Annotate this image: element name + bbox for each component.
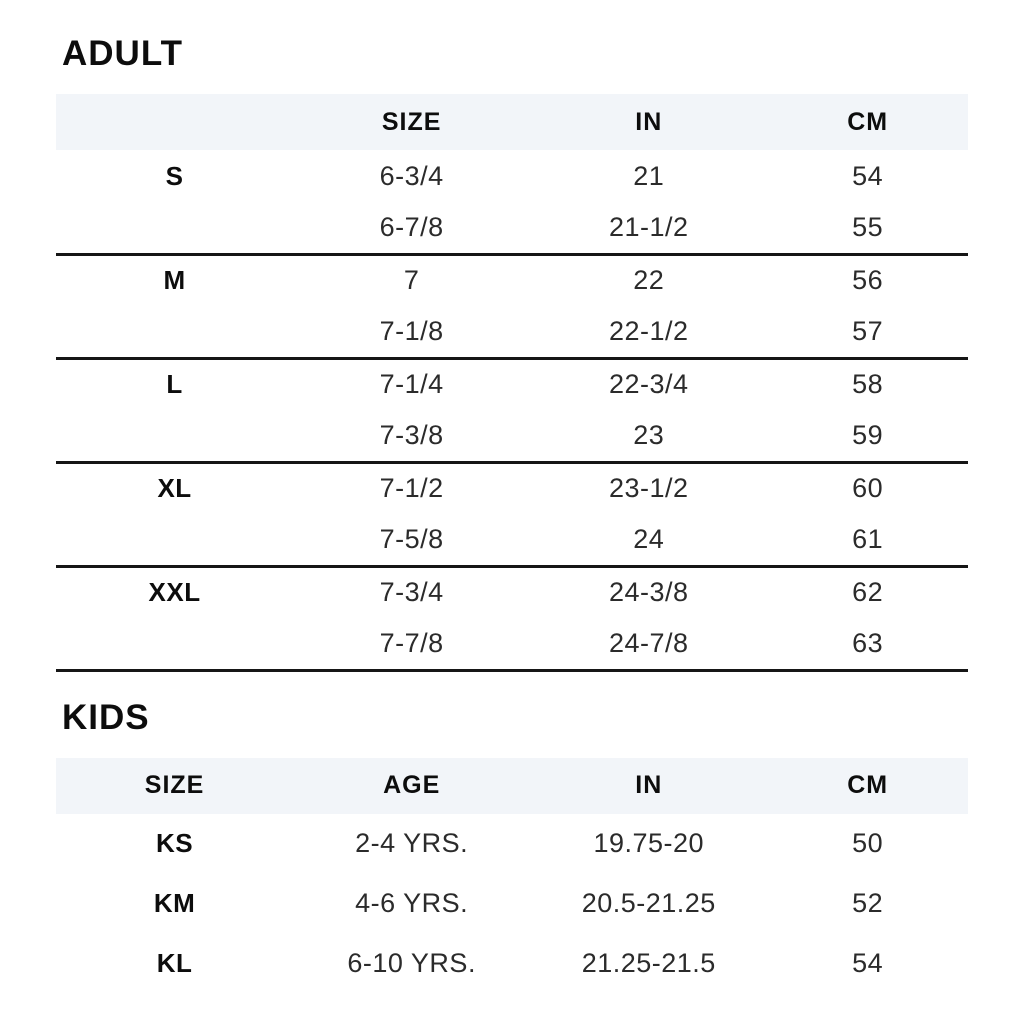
kids-in-value: 20.5-21.25 bbox=[581, 888, 716, 918]
adult-size-value: 6-7/8 bbox=[293, 202, 530, 254]
adult-size-value: 7-1/4 bbox=[379, 369, 444, 400]
adult-size-value: 7-1/2 bbox=[379, 473, 444, 504]
adult-table-row bbox=[56, 254, 968, 306]
kids-header-size: SIZE bbox=[56, 758, 293, 814]
adult-table-row bbox=[56, 150, 968, 202]
adult-in-value: 24 bbox=[530, 514, 767, 566]
kids-size-table bbox=[56, 758, 968, 994]
kids-cm-value: 52 bbox=[852, 888, 884, 918]
adult-size-group-label: XL bbox=[157, 473, 192, 504]
kids-section bbox=[56, 698, 968, 994]
kids-cm-value: 50 bbox=[852, 828, 884, 858]
adult-table-row bbox=[56, 566, 968, 618]
adult-size-group-label: XXL bbox=[148, 577, 201, 608]
adult-in-value: 23 bbox=[530, 410, 767, 462]
adult-cm-value: 54 bbox=[852, 160, 884, 191]
adult-size-value: 7 bbox=[403, 265, 420, 296]
adult-table-row bbox=[56, 202, 968, 254]
adult-in-value: 24-7/8 bbox=[530, 618, 767, 670]
adult-size-group-label bbox=[56, 514, 293, 566]
adult-title: ADULT bbox=[62, 34, 183, 73]
adult-table-row bbox=[56, 514, 968, 566]
adult-cm-value: 57 bbox=[767, 306, 968, 358]
adult-header-in: IN bbox=[530, 94, 767, 150]
adult-in-value: 22-3/4 bbox=[608, 369, 689, 400]
kids-title: KIDS bbox=[62, 697, 150, 737]
adult-size-value: 7-3/8 bbox=[293, 410, 530, 462]
adult-cm-value: 58 bbox=[852, 369, 884, 400]
adult-cm-value: 62 bbox=[852, 577, 884, 608]
adult-size-value: 7-7/8 bbox=[293, 618, 530, 670]
adult-header-size: SIZE bbox=[293, 94, 530, 150]
adult-size-group-label bbox=[56, 306, 293, 358]
adult-size-group-label: M bbox=[163, 265, 186, 296]
kids-header-row bbox=[56, 758, 968, 814]
adult-in-value: 21 bbox=[633, 160, 665, 191]
adult-cm-value: 61 bbox=[767, 514, 968, 566]
adult-in-value: 22 bbox=[633, 265, 665, 296]
adult-header-cm: CM bbox=[767, 94, 968, 150]
kids-age-value: 2-4 YRS. bbox=[355, 828, 469, 858]
adult-header-blank bbox=[56, 94, 293, 150]
adult-table-row bbox=[56, 618, 968, 670]
adult-size-value: 7-3/4 bbox=[379, 577, 444, 608]
adult-in-value: 22-1/2 bbox=[530, 306, 767, 358]
adult-table-row bbox=[56, 306, 968, 358]
adult-size-group-label bbox=[56, 202, 293, 254]
adult-in-value: 24-3/8 bbox=[608, 577, 689, 608]
adult-size-value: 7-1/8 bbox=[293, 306, 530, 358]
kids-header-age: AGE bbox=[293, 758, 530, 814]
kids-age-value: 6-10 YRS. bbox=[347, 948, 476, 978]
adult-cm-value: 63 bbox=[767, 618, 968, 670]
adult-cm-value: 60 bbox=[852, 473, 884, 504]
adult-table-row bbox=[56, 462, 968, 514]
kids-size-label: KM bbox=[153, 888, 196, 918]
adult-size-group-label bbox=[56, 410, 293, 462]
adult-in-value: 21-1/2 bbox=[530, 202, 767, 254]
adult-table-row bbox=[56, 358, 968, 410]
kids-table-row bbox=[56, 934, 968, 994]
adult-header-row bbox=[56, 94, 968, 150]
kids-header-in: IN bbox=[530, 758, 767, 814]
kids-cm-value: 54 bbox=[852, 948, 884, 978]
kids-age-value: 4-6 YRS. bbox=[355, 888, 469, 918]
adult-section bbox=[56, 34, 968, 672]
kids-in-value: 19.75-20 bbox=[593, 828, 705, 858]
adult-cm-value: 56 bbox=[852, 265, 884, 296]
kids-header-cm: CM bbox=[767, 758, 968, 814]
adult-table-row bbox=[56, 410, 968, 462]
adult-cm-value: 59 bbox=[767, 410, 968, 462]
adult-size-group-label bbox=[56, 618, 293, 670]
adult-size-group-label: L bbox=[166, 369, 183, 400]
kids-in-value: 21.25-21.5 bbox=[581, 948, 716, 978]
adult-size-value: 7-5/8 bbox=[293, 514, 530, 566]
adult-size-table bbox=[56, 94, 968, 672]
kids-size-label: KL bbox=[156, 948, 193, 978]
adult-size-group-label: S bbox=[165, 160, 184, 191]
adult-in-value: 23-1/2 bbox=[608, 473, 689, 504]
kids-table-row bbox=[56, 874, 968, 934]
kids-table-row bbox=[56, 814, 968, 874]
adult-size-value: 6-3/4 bbox=[379, 160, 444, 191]
kids-size-label: KS bbox=[155, 828, 194, 858]
adult-cm-value: 55 bbox=[767, 202, 968, 254]
